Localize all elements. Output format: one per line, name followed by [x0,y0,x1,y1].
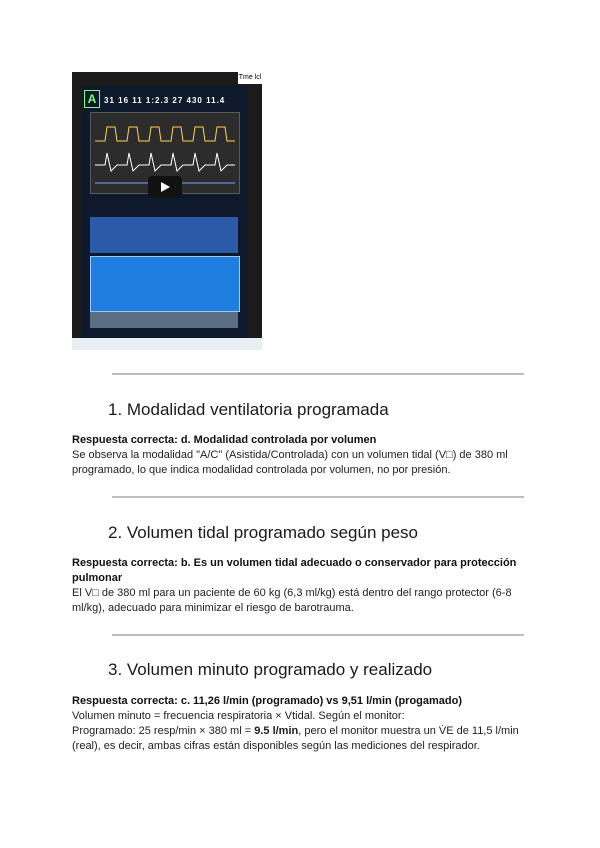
explanation-line: programado, lo que indica modalidad controlada por volumen, no por presión. [72,464,451,476]
explanation-line: El V□ de 380 ml para un paciente de 60 kg (6,3 ml/kg) está dentro del rango protector (6-8 [72,587,512,599]
answer-label: Respuesta correcta: b. Es un volumen tidal adecuado o conservador para protección pulmonar [72,557,517,584]
play-button-icon[interactable] [148,176,182,198]
monitor-header [82,88,248,108]
monitor-buttons [90,312,238,328]
explanation [72,709,534,754]
divider [112,496,524,498]
explanation-line: Volumen minuto = frecuencia respiratoria × Vtidal. Según el monitor: [72,710,405,722]
explanation-line: (real), es decir, ambas cifras están disponibles según las mediciones del respirador. [72,740,480,752]
explanation [72,448,534,478]
section-heading: 1. Modalidad ventilatoria programada [108,400,389,419]
monitor-values: 31 16 11 1:2.3 27 430 11.4 [104,96,226,105]
answer-label: Respuesta correcta: c. 11,26 l/min (programado) vs 9,51 l/min (progamado) [72,695,463,707]
corner-label: Tme lcl [238,72,262,84]
explanation-line: ml/kg), adecuado para minimizar el riesgo de barotrauma. [72,602,354,614]
answer-label: Respuesta correcta: d. Modalidad controlada por volumen [72,434,377,446]
taskbar [72,338,262,350]
blue-info-panel [90,256,240,312]
section-heading: 2. Volumen tidal programado según peso [108,523,418,542]
settings-panel [90,217,238,253]
section-heading: 3. Volumen minuto programado y realizado [108,660,433,679]
explanation-line [72,724,534,739]
explanation-line: Se observa la modalidad "A/C" (Asistida/Controlada) con un volumen tidal (V□) de 380 ml [72,449,508,461]
mode-indicator: A [84,90,100,108]
formula-result: 9.5 l/min [254,725,299,737]
ventilator-screenshot[interactable] [72,72,262,350]
formula-text: , pero el monitor muestra un V̇E de 11,5 l/min [298,725,519,737]
divider [112,634,524,636]
formula-text: Programado: 25 resp/min × 380 ml = [72,725,255,737]
divider [112,373,524,375]
explanation [72,586,534,616]
